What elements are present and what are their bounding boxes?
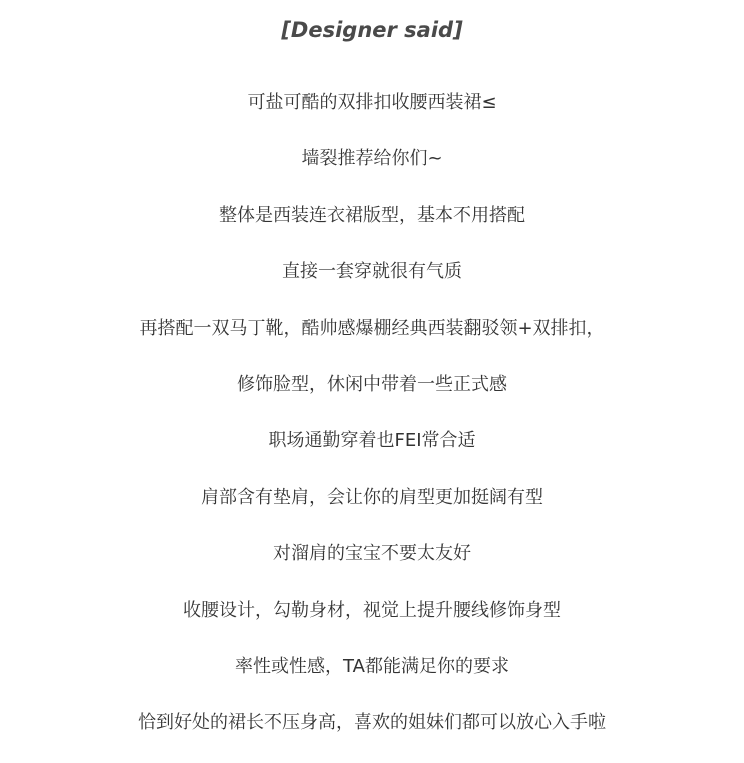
description-line: 再搭配一双马丁靴，酷帅感爆棚经典西装翻驳领+双排扣，: [139, 317, 605, 339]
description-line: 对溜肩的宝宝不要太友好: [273, 543, 471, 565]
designer-said-heading: [Designer said]: [281, 18, 463, 42]
description-line: 可盐可酷的双排扣收腰西装裙≤: [247, 92, 497, 113]
description-line: 墙裂推荐给你们~: [301, 148, 443, 170]
description-line: 恰到好处的裙长不压身高，喜欢的姐妹们都可以放心入手啦: [138, 712, 606, 734]
description-line: 率性或性感，TA都能满足你的要求: [235, 655, 509, 677]
description-line: 直接一套穿就很有气质: [282, 261, 462, 283]
description-line: 职场通勤穿着也FEI常合适: [268, 430, 476, 452]
description-line: 修饰脸型，休闲中带着一些正式感: [237, 373, 507, 395]
description-line: 收腰设计，勾勒身材，视觉上提升腰线修饰身型: [183, 599, 561, 621]
description-line: 肩部含有垫肩，会让你的肩型更加挺阔有型: [201, 486, 543, 508]
description-lines: [0, 86, 744, 763]
description-line: 整体是西装连衣裙版型，基本不用搭配: [219, 204, 525, 226]
